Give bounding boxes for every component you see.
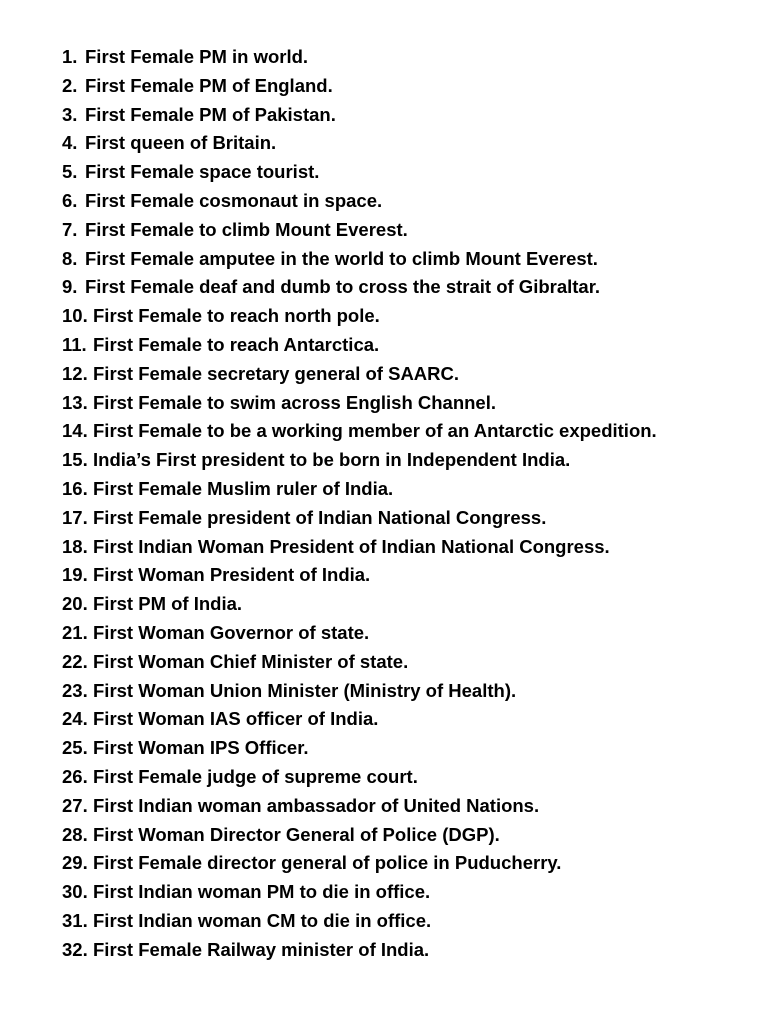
list-item	[62, 302, 657, 331]
list-item	[62, 129, 657, 158]
list-item-text: First Female Railway minister of India.	[93, 938, 430, 960]
list-item-text: First Indian Woman President of Indian National Congress.	[93, 535, 610, 557]
list-item-number: 25.	[62, 737, 88, 759]
list-item-text: First Woman President of India.	[93, 564, 371, 586]
list-item-text: First Female to be a working member of an Antarctic expedition.	[93, 420, 657, 442]
list-item-text: First Female PM of Pakistan.	[85, 103, 336, 125]
list-item-number: 21.	[62, 621, 88, 643]
list-item-number: 5.	[62, 161, 78, 183]
list-item-text: First Female PM of England.	[85, 74, 333, 96]
list-item-text: First Woman Governor of state.	[93, 621, 370, 643]
list-item-text: First Female director general of police in Puducherry.	[93, 852, 562, 874]
list-item-text: First Woman Union Minister (Ministry of Health).	[93, 679, 517, 701]
list-item-text: First Woman IPS Officer.	[93, 737, 309, 759]
list-item-text: First Woman Chief Minister of state.	[93, 650, 409, 672]
list-item	[62, 648, 657, 677]
list-item	[62, 158, 657, 187]
list-item	[62, 907, 657, 936]
list-item-number: 30.	[62, 881, 88, 903]
list-item-number: 14.	[62, 420, 88, 442]
list-item-number: 31.	[62, 909, 88, 931]
list-item	[62, 72, 657, 101]
list-item	[62, 187, 657, 216]
list-item-number: 17.	[62, 506, 88, 528]
list-item-text: First Female to climb Mount Everest.	[85, 218, 408, 240]
list-item	[62, 475, 657, 504]
list-item-text: First Female judge of supreme court.	[93, 765, 418, 787]
list-item	[62, 849, 657, 878]
list-item-number: 28.	[62, 823, 88, 845]
list-item-text: First Female to reach north pole.	[93, 305, 380, 327]
list-item	[62, 245, 657, 274]
list-item	[62, 792, 657, 821]
list-item-number: 16.	[62, 477, 88, 499]
list-item-text: First PM of India.	[93, 593, 243, 615]
list-item	[62, 417, 657, 446]
list-item-text: First Female deaf and dumb to cross the strait of Gibraltar.	[85, 276, 601, 298]
list-item	[62, 677, 657, 706]
list-item-text: First Female cosmonaut in space.	[85, 189, 383, 211]
list-item-number: 23.	[62, 679, 88, 701]
list-item	[62, 878, 657, 907]
list-item-text: First queen of Britain.	[85, 132, 277, 154]
list-item	[62, 561, 657, 590]
list-item-number: 20.	[62, 593, 88, 615]
list-item	[62, 331, 657, 360]
list-item-number: 1.	[62, 46, 78, 67]
list-item-number: 32.	[62, 938, 88, 960]
list-item-number: 11.	[62, 333, 87, 355]
list-item-text: First Female to reach Antarctica.	[93, 333, 380, 355]
list-item-number: 6.	[62, 189, 78, 211]
list-item-text: First Indian woman ambassador of United Nations.	[93, 794, 540, 816]
list-item-number: 22.	[62, 650, 88, 672]
list-item-text: India’s First president to be born in Independent India.	[93, 449, 571, 471]
list-item-text: First Indian woman PM to die in office.	[93, 881, 431, 903]
list-item	[62, 590, 657, 619]
list-item	[62, 533, 657, 562]
list-item	[62, 619, 657, 648]
list-item-text: First Female Muslim ruler of India.	[93, 477, 394, 499]
list-item-text: First Female to swim across English Channel.	[93, 391, 496, 413]
list-item	[62, 360, 657, 389]
list-item-number: 29.	[62, 852, 88, 874]
list-item-number: 19.	[62, 564, 88, 586]
list-item-number: 7.	[62, 218, 78, 240]
list-item-text: First Female secretary general of SAARC.	[93, 362, 460, 384]
list-item	[62, 446, 657, 475]
list-item-text: First Woman Director General of Police (DGP).	[93, 823, 500, 845]
list-item-number: 8.	[62, 247, 78, 269]
list-item	[62, 936, 657, 965]
list-item-text: First Female president of Indian National Congress.	[93, 506, 547, 528]
list-item	[62, 504, 657, 533]
list-item-number: 9.	[62, 276, 78, 298]
list-item-number: 10.	[62, 305, 88, 327]
list-item	[62, 734, 657, 763]
list-item	[62, 389, 657, 418]
question-list	[62, 43, 657, 965]
list-item	[62, 705, 657, 734]
list-item-number: 27.	[62, 794, 88, 816]
list-item-text: First Woman IAS officer of India.	[93, 708, 379, 730]
list-item	[62, 101, 657, 130]
list-item	[62, 43, 657, 72]
list-item-number: 24.	[62, 708, 88, 730]
list-item-text: First Female space tourist.	[85, 161, 320, 183]
list-item-text: First Female PM in world.	[85, 46, 309, 67]
list-item	[62, 273, 657, 302]
list-item-number: 15.	[62, 449, 88, 471]
list-item-text: First Indian woman CM to die in office.	[93, 909, 432, 931]
list-item-number: 4.	[62, 132, 78, 154]
list-item	[62, 763, 657, 792]
list-item	[62, 821, 657, 850]
list-item-number: 3.	[62, 103, 78, 125]
list-item-number: 18.	[62, 535, 88, 557]
list-item-number: 26.	[62, 765, 88, 787]
list-item-number: 13.	[62, 391, 88, 413]
list-item-number: 2.	[62, 74, 78, 96]
list-item-number: 12.	[62, 362, 88, 384]
list-item	[62, 216, 657, 245]
list-item-text: First Female amputee in the world to climb Mount Everest.	[85, 247, 598, 269]
